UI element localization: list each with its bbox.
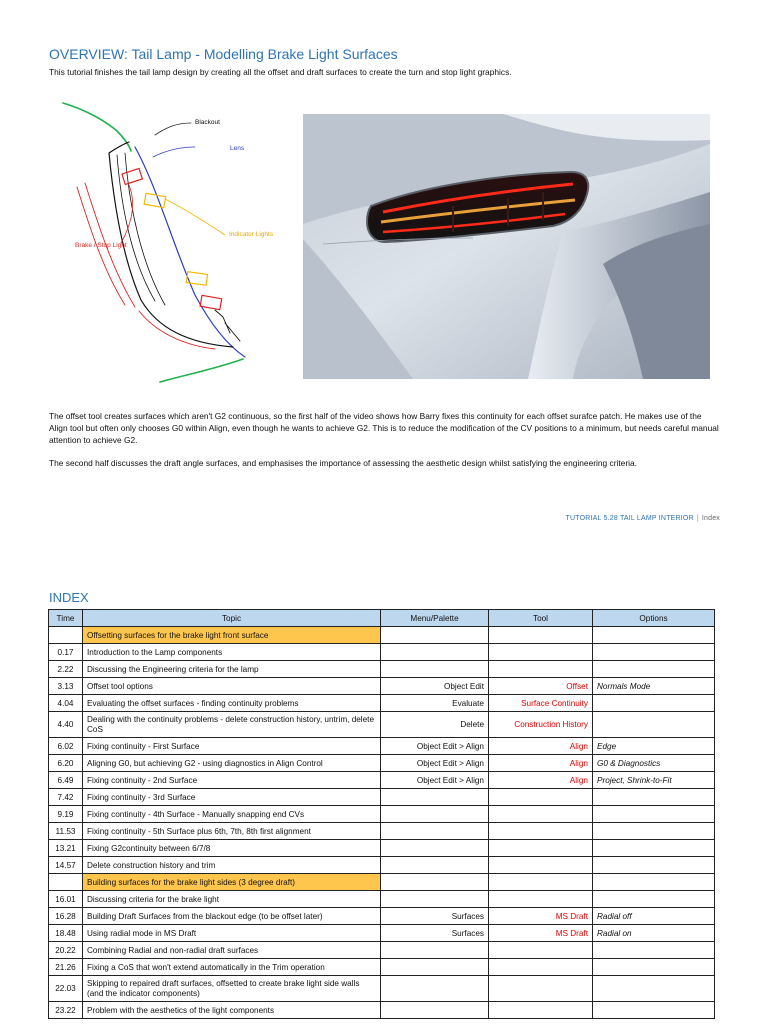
row-tool [489,644,593,661]
body-paragraph-2: The second half discusses the draft angle surfaces, and emphasises the importance of assessing the aesthetic design whilst satisfying the engineering criteria. [49,458,637,468]
index-heading: INDEX [49,590,89,605]
row-tool: Surface Continuity [489,695,593,712]
row-tool [489,891,593,908]
row-tool: Offset [489,678,593,695]
index-header-row [49,610,715,627]
row-time: 2.22 [49,661,83,678]
brake-patch-1 [122,168,143,184]
table-row[interactable] [49,738,715,755]
index-table [48,609,715,1019]
col-header-options: Options [593,610,715,627]
row-options [593,789,715,806]
section-row [49,874,715,891]
green-outline-bottom [160,359,243,382]
row-time: 6.02 [49,738,83,755]
table-row[interactable] [49,823,715,840]
row-tool [489,823,593,840]
row-options [593,857,715,874]
row-time: 16.01 [49,891,83,908]
indicator-patch-1 [144,193,166,207]
row-tool: MS Draft [489,925,593,942]
row-time: 6.20 [49,755,83,772]
blackout-leader [155,123,191,135]
row-options: Normals Mode [593,678,715,695]
table-row[interactable] [49,712,715,738]
green-outline-top [63,103,131,151]
brake-leader [121,185,133,243]
row-time: 9.19 [49,806,83,823]
row-menu: Object Edit > Align [381,772,489,789]
row-options [593,712,715,738]
section-title: Building surfaces for the brake light sides (3 degree draft) [83,874,381,891]
row-topic: Problem with the aesthetics of the light components [83,1002,381,1019]
table-row[interactable] [49,959,715,976]
row-menu: Surfaces [381,925,489,942]
table-row[interactable] [49,891,715,908]
row-menu [381,857,489,874]
row-topic: Using radial mode in MS Draft [83,925,381,942]
row-time: 20.22 [49,942,83,959]
row-topic: Discussing criteria for the brake light [83,891,381,908]
row-tool [489,627,593,644]
table-row[interactable] [49,806,715,823]
page-title: OVERVIEW: Tail Lamp - Modelling Brake Light Surfaces [49,46,398,62]
row-menu [381,891,489,908]
row-menu [381,874,489,891]
row-topic: Fixing G2continuity between 6/7/8 [83,840,381,857]
brake-patch-2 [200,295,222,309]
row-topic: Aligning G0, but achieving G2 - using diagnostics in Align Control [83,755,381,772]
col-header-time: Time [49,610,83,627]
row-topic: Combining Radial and non-radial draft surfaces [83,942,381,959]
row-options [593,942,715,959]
row-time: 4.04 [49,695,83,712]
footer-index-link[interactable]: Index [701,515,720,522]
row-menu [381,1002,489,1019]
row-topic: Fixing continuity - 3rd Surface [83,789,381,806]
col-header-tool: Tool [489,610,593,627]
row-tool: MS Draft [489,908,593,925]
row-menu [381,644,489,661]
row-tool [489,1002,593,1019]
row-menu [381,823,489,840]
row-menu: Delete [381,712,489,738]
lamp-sketch-diagram [55,95,295,390]
row-options [593,806,715,823]
row-options: G0 & Diagnostics [593,755,715,772]
section-title: Offsetting surfaces for the brake light front surface [83,627,381,644]
row-menu [381,840,489,857]
row-tool [489,874,593,891]
row-tool [489,661,593,678]
row-options [593,661,715,678]
row-options [593,695,715,712]
row-topic: Discussing the Engineering criteria for the lamp [83,661,381,678]
row-time [49,874,83,891]
row-topic: Evaluating the offset surfaces - finding continuity problems [83,695,381,712]
label-indicator-lights: Indicator Lights [229,231,274,238]
row-topic: Dealing with the continuity problems - delete construction history, untrim, delete CoS [83,712,381,738]
table-row[interactable] [49,644,715,661]
row-topic: Fixing continuity - 5th Surface plus 6th, 7th, 8th first alignment [83,823,381,840]
row-time: 22.03 [49,976,83,1002]
table-row[interactable] [49,925,715,942]
indicator-leader [165,199,225,235]
row-tool [489,806,593,823]
row-topic: Introduction to the Lamp components [83,644,381,661]
row-menu [381,942,489,959]
row-menu [381,789,489,806]
row-tool [489,942,593,959]
row-time: 18.48 [49,925,83,942]
row-menu [381,806,489,823]
row-options [593,976,715,1002]
intro-text: This tutorial finishes the tail lamp design by creating all the offset and draft surfaces to create the turn and stop light graphics. [49,67,512,77]
table-row[interactable] [49,976,715,1002]
row-options: Project, Shrink-to-Fit [593,772,715,789]
row-topic: Delete construction history and trim [83,857,381,874]
table-row[interactable] [49,857,715,874]
row-tool: Align [489,738,593,755]
row-tool [489,857,593,874]
lens-curve [135,147,245,357]
indicator-patch-2 [186,272,207,286]
row-tool: Align [489,755,593,772]
row-options: Edge [593,738,715,755]
table-row[interactable] [49,840,715,857]
section-row [49,627,715,644]
row-menu: Object Edit > Align [381,738,489,755]
footer-nav [566,515,720,522]
table-row[interactable] [49,1002,715,1019]
row-time: 21.26 [49,959,83,976]
row-options [593,627,715,644]
row-options [593,1002,715,1019]
row-topic: Building Draft Surfaces from the blackout edge (to be offset later) [83,908,381,925]
label-brake-light: Brake / Stop Light [75,242,127,249]
row-tool [489,789,593,806]
row-time: 7.42 [49,789,83,806]
row-topic: Fixing continuity - First Surface [83,738,381,755]
row-time: 3.13 [49,678,83,695]
row-time: 16.28 [49,908,83,925]
row-menu [381,976,489,1002]
row-tool [489,976,593,1002]
table-row[interactable] [49,942,715,959]
row-options [593,840,715,857]
row-options: Radial on [593,925,715,942]
table-row[interactable] [49,678,715,695]
row-options [593,644,715,661]
table-row[interactable] [49,908,715,925]
row-time: 6.49 [49,772,83,789]
lens-leader [153,147,195,157]
row-topic: Fixing continuity - 2nd Surface [83,772,381,789]
footer-separator: | [696,515,699,522]
row-menu: Object Edit > Align [381,755,489,772]
col-header-topic: Topic [83,610,381,627]
table-row[interactable] [49,772,715,789]
label-blackout: Blackout [195,119,220,126]
row-menu: Evaluate [381,695,489,712]
tail-lamp-render-image [303,114,710,379]
row-menu: Object Edit [381,678,489,695]
table-row[interactable] [49,789,715,806]
table-row[interactable] [49,695,715,712]
row-menu [381,661,489,678]
row-time: 14.57 [49,857,83,874]
row-topic: Fixing continuity - 4th Surface - Manually snapping end CVs [83,806,381,823]
row-time: 11.53 [49,823,83,840]
row-tool [489,959,593,976]
col-header-menu: Menu/Palette [381,610,489,627]
row-topic: Fixing a CoS that won't extend automatically in the Trim operation [83,959,381,976]
row-options [593,891,715,908]
footer-tutorial-link[interactable]: TUTORIAL 5.28 TAIL LAMP INTERIOR [565,515,694,522]
row-menu [381,959,489,976]
label-lens: Lens [230,145,245,152]
row-tool [489,840,593,857]
row-tool: Align [489,772,593,789]
table-row[interactable] [49,755,715,772]
row-time: 23.22 [49,1002,83,1019]
body-paragraph-1: The offset tool creates surfaces which aren't G2 continuous, so the first half of the video shows how Barry fixes this continuity for each offset surafce patch. He makes use of the Align tool but often only chooses G0 within Align, even though he wants to achieve G2. This is to reduce the modification of the CV positions to a minimum, but needs careful manual attention to achieve G2. [49,411,719,445]
row-options [593,823,715,840]
row-tool: Construction History [489,712,593,738]
row-time: 0.17 [49,644,83,661]
table-row[interactable] [49,661,715,678]
row-options: Radial off [593,908,715,925]
row-menu: Surfaces [381,908,489,925]
row-options [593,874,715,891]
row-time [49,627,83,644]
row-options [593,959,715,976]
red-lower-curve [139,311,215,349]
row-menu [381,627,489,644]
row-topic: Skipping to repaired draft surfaces, offsetted to create brake light side walls (and the indicator components) [83,976,381,1002]
row-topic: Offset tool options [83,678,381,695]
row-time: 4.40 [49,712,83,738]
inner-step-lines [215,310,240,341]
row-time: 13.21 [49,840,83,857]
